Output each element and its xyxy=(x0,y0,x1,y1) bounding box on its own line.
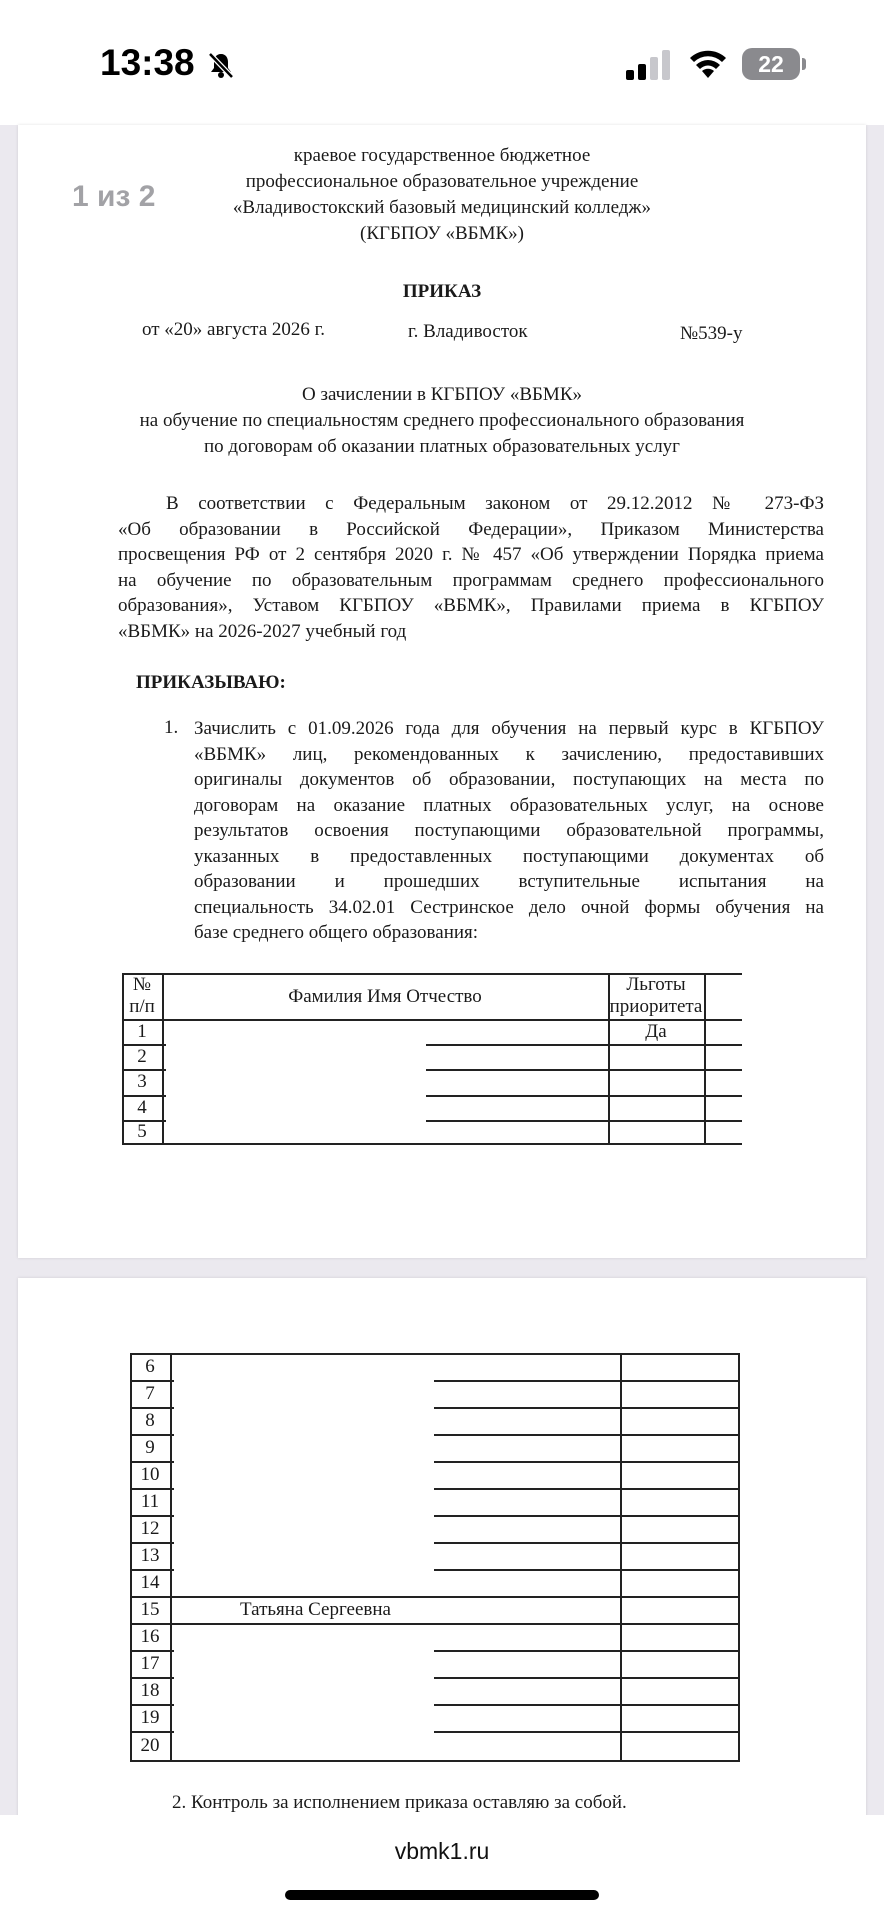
redacted-names xyxy=(174,1355,434,1596)
row-number: 4 xyxy=(137,1097,147,1118)
row-number: 13 xyxy=(140,1545,160,1566)
redacted-names xyxy=(166,1022,426,1140)
row-number: 7 xyxy=(145,1383,155,1404)
preamble-line: «Об образовании в Российской Федерации», Приказом Министерства xyxy=(118,518,824,540)
battery-level: 22 xyxy=(758,50,784,77)
item-1-line: базе среднего общего образования: xyxy=(194,922,479,943)
students-table-1 xyxy=(122,973,742,1183)
item-1-line: Зачислить с 01.09.2026 года для обучения на первый курс в КГБПОУ xyxy=(194,718,824,739)
item-1-line: «ВБМК» лиц, рекомендованных к зачислению, предоставивших xyxy=(194,743,824,765)
battery-nub xyxy=(802,58,806,70)
document-page-1[interactable] xyxy=(18,125,866,1258)
row-number: 3 xyxy=(137,1071,147,1092)
students-table-2 xyxy=(130,1353,740,1763)
subject-line-1: О зачислении в КГБПОУ «ВБМК» xyxy=(302,384,582,405)
order-city: г. Владивосток xyxy=(408,321,528,342)
url-bar[interactable]: vbmk1.ru xyxy=(394,1838,490,1864)
row-number: 11 xyxy=(140,1491,160,1512)
home-indicator[interactable] xyxy=(285,1890,599,1900)
row-number: 18 xyxy=(140,1680,160,1701)
row-number: 16 xyxy=(140,1626,160,1647)
row-number: 1 xyxy=(137,1021,147,1042)
header-line-2: профессиональное образовательное учреждение xyxy=(245,171,639,192)
preamble-line: на обучение по образовательным программам среднего профессионального xyxy=(118,569,824,591)
row-number: 9 xyxy=(145,1437,155,1458)
command-heading: ПРИКАЗЫВАЮ: xyxy=(136,672,286,693)
col-privilege-header: приоритета xyxy=(609,996,703,1017)
row-number: 12 xyxy=(140,1518,160,1539)
order-number: №539-у xyxy=(680,323,743,344)
item-2-text: 2. Контроль за исполнением приказа оставляю за собой. xyxy=(172,1792,627,1813)
preamble-line: В соответствии с Федеральным законом от 29.12.2012 № 273-ФЗ xyxy=(166,493,824,514)
item-1-line: указанных в предоставленных поступающими документах об xyxy=(194,845,824,867)
page-indicator: 1 из 2 xyxy=(72,180,156,213)
subject-line-3: по договорам об оказании платных образовательных услуг xyxy=(204,436,680,457)
item-1-number: 1. xyxy=(164,717,179,738)
order-date: от «20» августа 2026 г. xyxy=(142,319,326,340)
row-number: 20 xyxy=(140,1735,160,1756)
silent-bell-icon xyxy=(206,50,236,80)
wifi-icon xyxy=(688,48,728,80)
subject-line-2: на обучение по специальностям среднего профессионального образования xyxy=(139,410,745,431)
preamble-line: образования», Уставом КГБПОУ «ВБМК», Правилами приема в КГБПОУ xyxy=(118,595,824,616)
row-number: 14 xyxy=(140,1572,160,1593)
item-1-line: специальность 34.02.01 Сестринское дело очной формы обучения на xyxy=(194,896,824,918)
col-num-header: п/п xyxy=(129,996,155,1017)
row-privilege: Да xyxy=(645,1021,667,1042)
document-page-2[interactable] xyxy=(18,1278,866,1838)
item-1-line: оригиналы документов об образовании, поступающих на места по xyxy=(194,769,824,790)
header-line-4: (КГБПОУ «ВБМК») xyxy=(360,223,524,244)
order-title: ПРИКАЗ xyxy=(402,281,482,302)
status-bar xyxy=(0,0,884,125)
row-number: 10 xyxy=(140,1464,160,1485)
row-number: 2 xyxy=(137,1046,147,1067)
row-number: 15 xyxy=(140,1599,160,1620)
row-number: 6 xyxy=(145,1356,155,1377)
row-number: 19 xyxy=(140,1707,160,1728)
row-name: Татьяна Сергеевна xyxy=(240,1599,391,1620)
preamble-line: просвещения РФ от 2 сентября 2020 г. № 457 «Об утверждении Порядка приема xyxy=(118,544,824,565)
item-1-line: образовании и прошедших вступительные испытания на xyxy=(194,871,824,892)
battery-icon xyxy=(742,48,800,80)
row-number: 17 xyxy=(140,1653,160,1674)
browser-footer xyxy=(0,1815,884,1920)
redacted-names xyxy=(174,1625,434,1757)
col-name-header: Фамилия Имя Отчество xyxy=(288,986,482,1007)
preamble xyxy=(118,491,824,644)
item-1-line: результатов освоения поступающими образовательной программы, xyxy=(194,820,824,841)
header-line-3: «Владивостокский базовый медицинский колледж» xyxy=(232,197,652,218)
item-1-text xyxy=(194,716,824,946)
col-privilege-header: Льготы xyxy=(626,974,686,995)
row-number: 8 xyxy=(145,1410,155,1431)
header-line-1: краевое государственное бюджетное xyxy=(293,145,591,166)
cellular-signal-icon xyxy=(626,50,670,80)
status-time: 13:38 xyxy=(100,42,195,83)
item-1-line: договорам на оказание платных образовательных услуг, на основе xyxy=(194,794,824,816)
col-num-header: № xyxy=(132,974,152,995)
preamble-line: «ВБМК» на 2026-2027 учебный год xyxy=(118,620,407,642)
row-number: 5 xyxy=(137,1121,147,1142)
